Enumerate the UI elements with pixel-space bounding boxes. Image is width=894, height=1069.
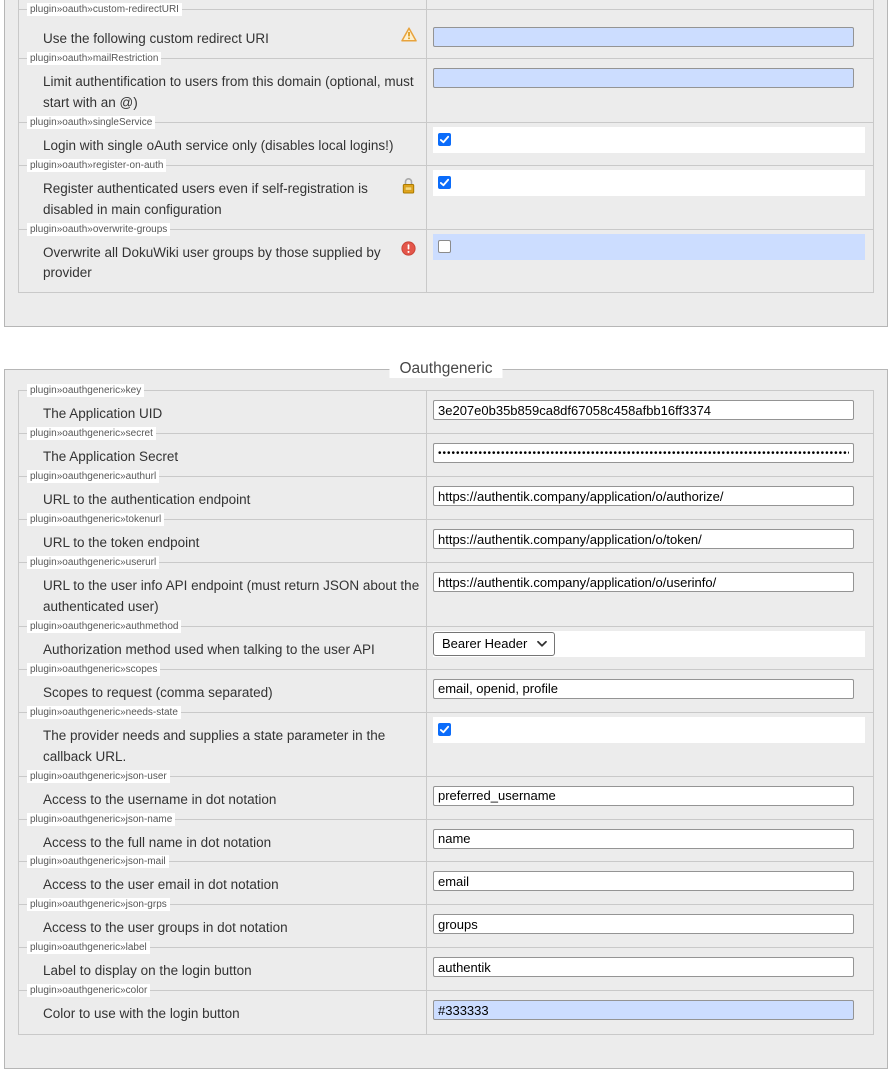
setting-key: plugin»oauthgeneric»authurl	[27, 470, 159, 483]
setting-value-cell	[426, 123, 873, 165]
setting-label: Access to the username in dot notation	[43, 791, 277, 807]
section-legend: Oauthgeneric	[389, 360, 502, 378]
setting-label: Authorization method used when talking to the user API	[43, 641, 375, 657]
setting-label: Access to the user groups in dot notation	[43, 920, 288, 936]
setting-row-mailRestriction	[19, 52, 873, 122]
setting-value-cell	[426, 627, 873, 669]
setting-value-cell	[426, 991, 873, 1034]
tokenurl-input[interactable]	[433, 529, 854, 549]
setting-key: plugin»oauthgeneric»key	[27, 384, 144, 397]
setting-value-cell	[426, 670, 873, 712]
setting-value-cell	[426, 230, 873, 293]
lock-icon	[401, 177, 417, 195]
setting-label-cell	[19, 557, 426, 626]
setting-value-cell	[426, 563, 873, 626]
setting-key: plugin»oauthgeneric»secret	[27, 427, 156, 440]
oauth-config-section	[4, 0, 888, 327]
setting-row-needs-state	[19, 706, 873, 776]
setting-label-cell	[19, 985, 426, 1034]
setting-key: plugin»oauthgeneric»tokenurl	[27, 513, 164, 526]
setting-key: plugin»oauth»overwrite-groups	[27, 223, 170, 236]
setting-label: Access to the full name in dot notation	[43, 834, 272, 850]
setting-key: plugin»oauthgeneric»json-mail	[27, 855, 169, 868]
select-value: Bearer Header	[442, 636, 528, 652]
setting-label: URL to the token endpoint	[43, 535, 200, 551]
oauthgeneric-settings-table	[18, 385, 874, 1035]
setting-value-cell	[426, 434, 873, 476]
mailRestriction-input[interactable]	[433, 68, 854, 88]
secret-input[interactable]	[433, 443, 854, 463]
setting-key: plugin»oauth»custom-redirectURI	[27, 3, 182, 16]
setting-row-register-on-auth	[19, 159, 873, 229]
key-input[interactable]	[433, 400, 854, 420]
setting-key: plugin»oauthgeneric»color	[27, 984, 150, 997]
error-icon	[401, 241, 417, 259]
setting-key: plugin»oauth»singleService	[27, 116, 155, 129]
checkbox-field	[433, 717, 865, 743]
setting-value-cell	[426, 477, 873, 519]
setting-label: Limit authentification to users from this domain (optional, must start with an @)	[43, 73, 414, 110]
setting-row-overwrite-groups	[19, 223, 873, 293]
json-grps-input[interactable]	[433, 914, 854, 934]
register-on-auth-checkbox[interactable]	[438, 176, 451, 189]
setting-label: Label to display on the login button	[43, 963, 252, 979]
setting-label-cell	[19, 159, 426, 229]
setting-key: plugin»oauth»mailRestriction	[27, 52, 161, 65]
setting-key: plugin»oauthgeneric»needs-state	[27, 706, 181, 719]
setting-row-userurl	[19, 557, 873, 626]
setting-label-cell	[19, 4, 426, 58]
json-user-input[interactable]	[433, 786, 854, 806]
setting-label: The provider needs and supplies a state parameter in the callback URL.	[43, 727, 386, 764]
setting-value-cell	[426, 10, 873, 58]
setting-key: plugin»oauthgeneric»json-grps	[27, 898, 170, 911]
setting-key: plugin»oauthgeneric»scopes	[27, 663, 160, 676]
setting-value-cell	[426, 713, 873, 776]
singleService-checkbox[interactable]	[438, 133, 451, 146]
checkbox-field	[433, 234, 865, 260]
custom-redirectURI-input[interactable]	[433, 27, 854, 47]
setting-label-cell	[19, 52, 426, 122]
setting-key: plugin»oauthgeneric»authmethod	[27, 620, 181, 633]
scopes-input[interactable]	[433, 679, 854, 699]
setting-label-cell	[19, 223, 426, 293]
setting-key: plugin»oauthgeneric»json-user	[27, 770, 170, 783]
setting-value-cell	[426, 777, 873, 819]
setting-row-color	[19, 985, 873, 1034]
oauth-settings-table	[18, 0, 874, 293]
setting-label: Use the following custom redirect URI	[43, 31, 269, 46]
json-mail-input[interactable]	[433, 871, 854, 891]
setting-value-cell	[426, 391, 873, 433]
setting-value-cell	[426, 820, 873, 862]
authmethod-select[interactable]	[433, 632, 555, 656]
setting-key: plugin»oauthgeneric»label	[27, 941, 150, 954]
setting-label: Access to the user email in dot notation	[43, 877, 279, 893]
setting-label: Register authenticated users even if self-registration is disabled in main configuration	[43, 180, 368, 217]
needs-state-checkbox[interactable]	[438, 723, 451, 736]
setting-label: The Application Secret	[43, 449, 179, 465]
userurl-input[interactable]	[433, 572, 854, 592]
checkbox-field	[433, 170, 865, 196]
color-input[interactable]	[433, 1000, 854, 1020]
setting-value-cell	[426, 166, 873, 229]
select-field	[433, 631, 865, 657]
setting-value-cell	[426, 862, 873, 904]
label-input[interactable]	[433, 957, 854, 977]
json-name-input[interactable]	[433, 829, 854, 849]
setting-label: Color to use with the login button	[43, 1006, 240, 1022]
setting-value-cell	[426, 905, 873, 947]
setting-label: Login with single oAuth service only (disables local logins!)	[43, 137, 394, 153]
oauthgeneric-config-section	[4, 360, 888, 1069]
overwrite-groups-checkbox[interactable]	[438, 240, 451, 253]
setting-value-cell	[426, 520, 873, 562]
setting-key: plugin»oauth»register-on-auth	[27, 159, 166, 172]
chevron-down-icon	[536, 640, 548, 648]
checkbox-field	[433, 127, 865, 153]
setting-value-cell	[426, 948, 873, 990]
setting-label: Scopes to request (comma separated)	[43, 684, 273, 700]
setting-key: plugin»oauthgeneric»json-name	[27, 813, 175, 826]
authurl-input[interactable]	[433, 486, 854, 506]
setting-row-custom-redirectURI	[19, 4, 873, 58]
setting-key: plugin»oauthgeneric»userurl	[27, 556, 159, 569]
warning-icon	[401, 27, 417, 45]
setting-value-cell	[426, 59, 873, 122]
setting-label: Overwrite all DokuWiki user groups by those supplied by provider	[43, 244, 381, 281]
setting-label-cell	[19, 706, 426, 776]
setting-label: URL to the authentication endpoint	[43, 492, 251, 508]
setting-label: URL to the user info API endpoint (must return JSON about the authenticated user)	[43, 578, 420, 614]
setting-label: The Application UID	[43, 406, 163, 422]
